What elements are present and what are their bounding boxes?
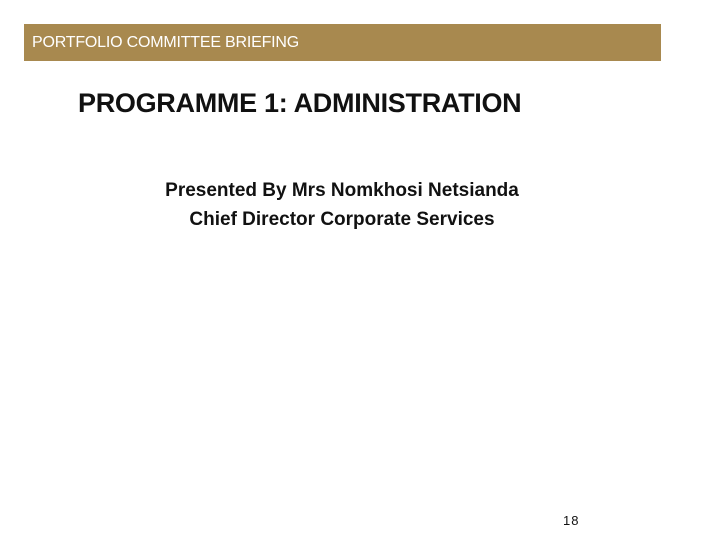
presenter-line: Presented By Mrs Nomkhosi Netsianda [165,180,519,201]
presenter-block [0,176,684,234]
page-number: 18 [563,513,580,528]
header-bar [24,24,661,61]
header-label: PORTFOLIO COMMITTEE BRIEFING [32,33,300,51]
role-line: Chief Director Corporate Services [189,209,495,230]
slide-title: PROGRAMME 1: ADMINISTRATION [78,88,522,118]
